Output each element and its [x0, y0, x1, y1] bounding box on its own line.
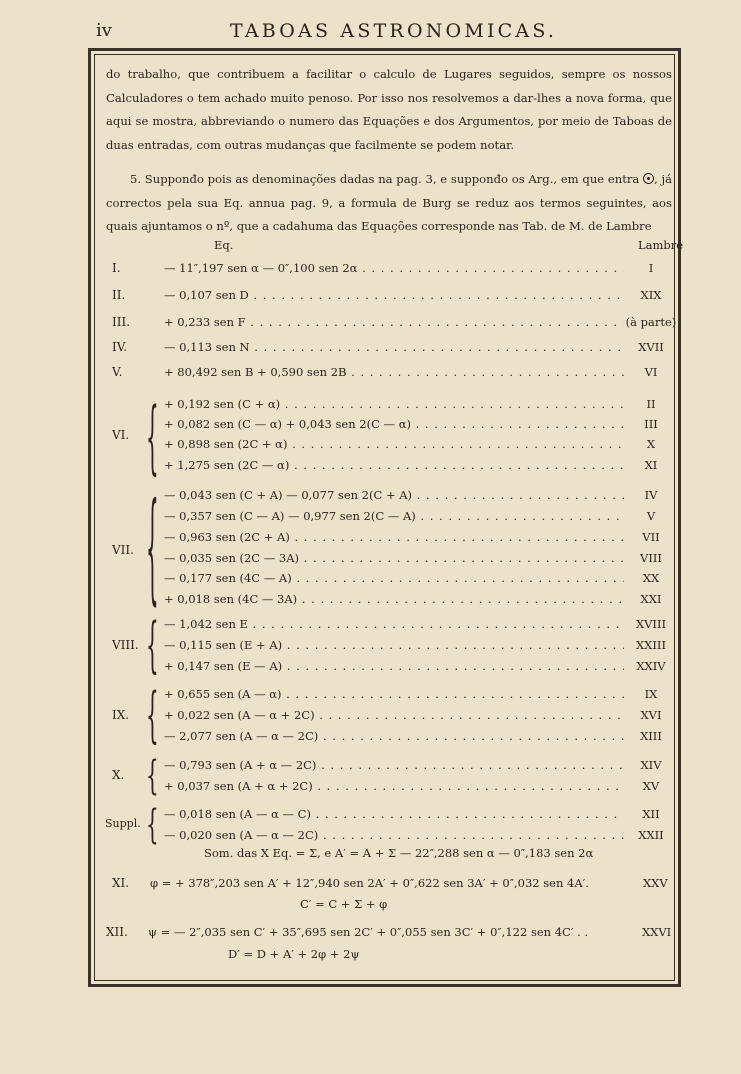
row-lambre-number: I [648, 261, 654, 275]
eq-xi-lambre: XXV [643, 876, 668, 890]
row-label: III. [112, 315, 131, 329]
row-equation: + 0,233 sen F . . . [164, 313, 624, 331]
row-label: X. [112, 768, 125, 782]
row-equation: — 0,107 sen D . . . [164, 286, 624, 304]
row-label: I. [112, 261, 121, 275]
row-lambre-number: (à parte) [625, 315, 677, 329]
row-label: VI. [112, 428, 130, 442]
row-lambre-number: XI [644, 458, 658, 472]
eq-xii-lambre: XXVI [642, 925, 672, 939]
brace-group-viii: { [146, 608, 159, 680]
row-equation: + 0,147 sen (E — A) . . . [164, 657, 624, 675]
brace-group-ix: { [146, 678, 159, 750]
row-label: VII. [112, 543, 134, 557]
eq-xii-line2: D′ = D + A′ + 2φ + 2ψ [228, 947, 360, 961]
row-equation: + 0,037 sen (A + α + 2C) . . . [164, 777, 624, 795]
column-header-lambre: Lambre [638, 238, 684, 252]
brace-group-vi: { [146, 388, 159, 484]
running-title: TABOAS ASTRONOMICAS. [230, 20, 558, 42]
row-lambre-number: VIII [640, 551, 662, 565]
row-label: IV. [112, 340, 128, 354]
row-lambre-number: XVIII [635, 617, 667, 631]
row-lambre-number: XXI [640, 592, 662, 606]
row-equation: — 1,042 sen E . . . [164, 615, 624, 633]
row-lambre-number: XXIV [636, 659, 666, 673]
row-lambre-number: VI [644, 365, 658, 379]
page-number: iv [96, 20, 112, 41]
row-equation: — 0,177 sen (4C — A) . . . [164, 569, 624, 587]
row-label: II. [112, 288, 126, 302]
row-lambre-number: XVII [638, 340, 664, 354]
row-lambre-number: XIII [640, 729, 662, 743]
brace-group-suppl: { [146, 800, 159, 848]
sun-symbol-icon [643, 173, 654, 184]
row-equation: — 0,043 sen (C + A) — 0,077 sen 2(C + A) . . . [164, 486, 624, 504]
row-equation: — 0,020 sen (A — α — 2C) . . . [164, 826, 624, 844]
row-lambre-number: XIV [640, 758, 662, 772]
row-lambre-number: XIX [640, 288, 662, 302]
eq-xii-line1: ψ = — 2″,035 sen C′ + 35″,695 sen 2C′ + 0″,055 sen 3C′ + 0″,122 sen 4C′ . . [148, 925, 589, 939]
row-label: IX. [112, 708, 130, 722]
row-label: VIII. [112, 638, 139, 652]
row-equation: + 0,022 sen (A — α + 2C) . . . [164, 706, 624, 724]
brace-group-vii: { [146, 474, 159, 618]
row-equation: — 0,018 sen (A — α — C) . . . [164, 805, 624, 823]
paragraph-1: do trabalho, que contribuem a facilitar o calculo de Lugares seguidos, sempre os nossos Calculadores o tem achado muito penoso. Por isso nos resolvemos a dar-lhes a nova forma, que aqui se mostra, abbreviando o numero das Equações e dos Argumentos, por meio de Taboas de duas entradas, com outras mudanças que facilmente se podem notar. [106, 67, 672, 152]
row-lambre-number: II [646, 397, 656, 411]
row-equation: — 2,077 sen (A — α — 2C) . . . [164, 727, 624, 745]
row-equation: + 80,492 sen B + 0,590 sen 2B . . . [164, 363, 624, 381]
eq-xii-label: XII. [106, 925, 128, 939]
row-equation: + 0,898 sen (2C + α) . . . [164, 435, 624, 453]
row-lambre-number: X [646, 437, 656, 451]
row-equation: + 0,655 sen (A — α) . . . [164, 685, 624, 703]
row-lambre-number: III [644, 417, 658, 431]
row-equation: — 0,963 sen (2C + A) . . . [164, 528, 624, 546]
row-lambre-number: VII [642, 530, 660, 544]
row-equation: + 0,192 sen (C + α) . . . [164, 395, 624, 413]
row-lambre-number: IX [644, 687, 658, 701]
row-lambre-number: XXIII [635, 638, 666, 652]
row-lambre-number: XV [642, 779, 660, 793]
row-equation: + 0,018 sen (4C — 3A) . . . [164, 590, 624, 608]
paragraph-2-before: 5. Supponđo pois as denominações dadas na pag. 3, e supponđo os Arg., em que entra [130, 172, 640, 186]
eq-xi-label: XI. [112, 876, 130, 890]
row-lambre-number: XVI [640, 708, 662, 722]
row-lambre-number: IV [644, 488, 658, 502]
eq-xi-line1: φ = + 378″,203 sen A′ + 12″,940 sen 2A′ + 0″,622 sen 3A′ + 0″,032 sen 4A′. [150, 876, 589, 890]
eq-xi-line2: C′ = C + Σ + φ [300, 897, 388, 911]
row-lambre-number: V [646, 509, 656, 523]
row-equation: — 0,035 sen (2C — 3A) . . . [164, 549, 624, 567]
row-equation: — 0,113 sen N . . . [164, 338, 624, 356]
row-label: Suppl. [105, 817, 141, 830]
row-equation: + 1,275 sen (2C — α) . . . [164, 456, 624, 474]
row-equation: — 11″,197 sen α — 0″,100 sen 2α . . . [164, 259, 624, 277]
row-equation: — 0,793 sen (A + α — 2C) . . . [164, 756, 624, 774]
row-equation: + 0,082 sen (C — α) + 0,043 sen 2(C — α) . . . [164, 415, 624, 433]
row-lambre-number: XII [642, 807, 660, 821]
row-lambre-number: XXII [638, 828, 664, 842]
row-equation: — 0,357 sen (C — A) — 0,977 sen 2(C — A) . . . [164, 507, 624, 525]
paragraph-2 [106, 168, 672, 239]
row-lambre-number: XX [642, 571, 660, 585]
brace-group-x: { [146, 751, 159, 799]
column-header-eq: Eq. [214, 238, 234, 252]
sum-line: Som. das X Eq. = Σ, e A′ = A + Σ — 22″,288 sen α — 0″,183 sen 2α [204, 846, 594, 860]
paragraph-2-after: , já correctos pela sua Eq. annua pag. 9, a formula de Burg se reduz aos termos seguintes, aos quais ajuntamos o nº, que a cadahuma das Equações corresponde nas Tab. de M. de Lambre [106, 172, 672, 233]
row-label: V. [112, 365, 123, 379]
row-equation: — 0,115 sen (E + A) . . . [164, 636, 624, 654]
